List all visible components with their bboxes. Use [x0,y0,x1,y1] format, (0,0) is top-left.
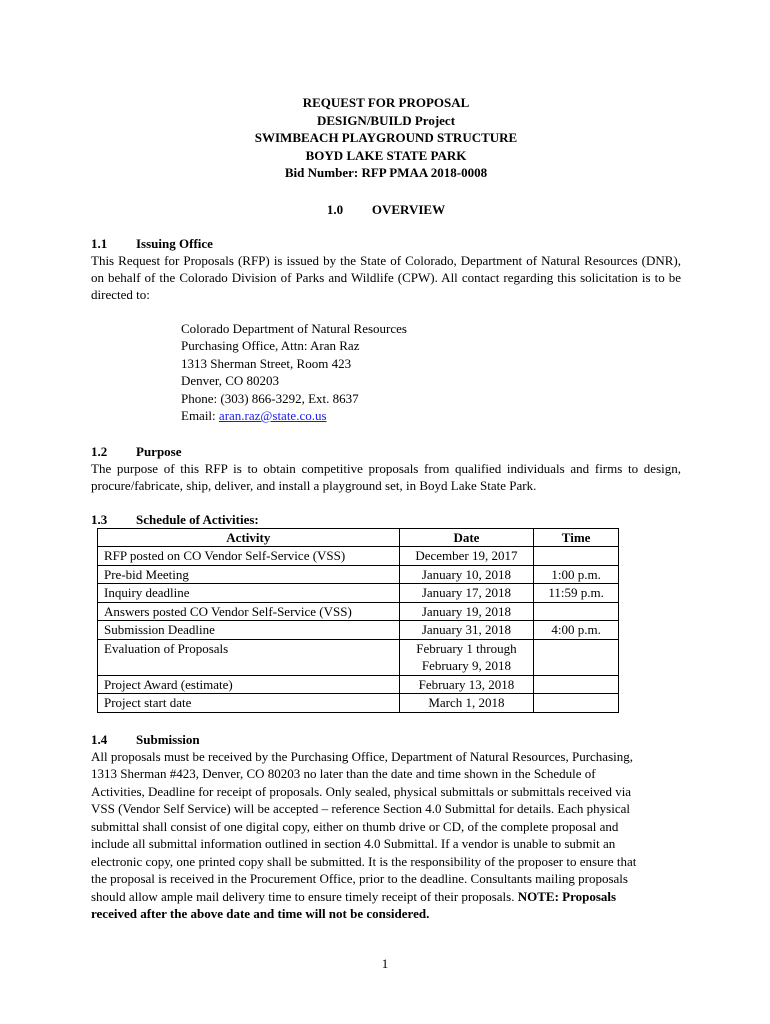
paragraph-line: All proposals must be received by the Purchasing Office, Department of Natural Resources, Purchasing, [91,748,634,764]
paragraph-line: submittal shall consist of one digital copy, either on thumb drive or CD, of the complete proposal and [91,818,619,834]
time-cell [534,602,619,621]
purpose-paragraph: The purpose of this RFP is to obtain competitive proposals from qualified individuals and firms to design, procure/fabricate, ship, deliver, and install a playground set, in Boyd Lake State Park. [91,460,681,493]
title-line-2: DESIGN/BUILD Project [316,112,456,128]
date-cell [399,547,534,566]
time-cell [534,694,619,713]
section-heading-schedule [91,511,681,528]
email-line [181,407,681,425]
overview-number: 1.0 [326,201,344,217]
date-text: January 10, 2018 [421,566,512,582]
section-title: Schedule of Activities: [136,511,259,527]
activity-cell: Inquiry deadline [98,584,400,603]
phone-line: Phone: (303) 866-3292, Ext. 8637 [181,390,359,406]
table-row [98,547,619,566]
section-number: 1.3 [91,511,108,527]
activity-cell: Pre-bid Meeting [98,565,400,584]
section-number: 1.4 [91,731,108,747]
address-line: 1313 Sherman Street, Room 423 [181,355,352,371]
time-cell [534,547,619,566]
page-number: 1 [381,956,389,971]
email-link[interactable]: aran.raz@state.co.us [218,408,327,423]
overview-heading [91,201,681,218]
date-cell [399,584,534,603]
section-heading-submission [91,731,681,748]
address-line: Purchasing Office, Attn: Aran Raz [181,338,360,353]
date-cell [399,602,534,621]
document-page [91,94,681,923]
note-label: NOTE: Proposals [517,888,617,904]
date-cell [399,694,534,713]
activity-cell: Answers posted CO Vendor Self-Service (VSS) [98,602,400,621]
table-row [98,675,619,694]
paragraph-line: Activities, Deadline for receipt of proposals. Only sealed, physical submittals or submittals received via [91,783,632,799]
column-header-activity: Activity [98,528,400,547]
table-row [98,694,619,713]
table-row [98,621,619,640]
section-heading-issuing-office [91,235,681,252]
time-cell: 11:59 p.m. [534,584,619,603]
paragraph-line: VSS (Vendor Self Service) will be accepted – reference Section 4.0 Submittal for details. Each physical [91,801,630,816]
section-title: Issuing Office [136,235,213,251]
table-header-row [98,528,619,547]
column-header-time: Time [534,528,619,547]
paragraph-line [91,888,681,906]
column-header-date: Date [399,528,534,547]
bid-number: Bid Number: RFP PMAA 2018-0008 [284,165,488,180]
paragraph-line: include all submittal information outlined in section 4.0 Submittal. If a vendor is unable to submit an [91,836,616,851]
paragraph-line: the proposal is received in the Procurement Office, prior to the deadline. Consultants mailing proposals [91,871,628,886]
date-text: February 13, 2018 [418,676,515,692]
date-text: February 1 through [416,640,517,656]
activity-cell: Project start date [98,694,400,713]
title-line-1: REQUEST FOR PROPOSAL [302,95,470,110]
submission-paragraph [91,748,681,923]
address-line: Colorado Department of Natural Resources [181,320,407,336]
section-title: Purpose [136,443,182,459]
contact-address [181,320,681,425]
time-cell: 1:00 p.m. [534,565,619,584]
table-row [98,565,619,584]
paragraph-line [91,905,681,923]
activity-cell: Project Award (estimate) [98,675,400,694]
time-cell [534,639,619,675]
date-cell [399,675,534,694]
date-text: March 1, 2018 [428,695,505,710]
time-cell [534,675,619,694]
schedule-table-body [98,547,619,713]
date-text: January 31, 2018 [421,622,512,637]
activity-cell: Evaluation of Proposals [98,639,400,675]
schedule-table [97,528,619,713]
paragraph-line: 1313 Sherman #423, Denver, CO 80203 no later than the date and time shown in the Schedule of [91,766,596,781]
title-line-3: SWIMBEACH PLAYGROUND STRUCTURE [254,130,518,145]
issuing-office-paragraph: This Request for Proposals (RFP) is issued by the State of Colorado, Department of Natural Resources (DNR), on behalf of the Colorado Division of Parks and Wildlife (CPW). All contact regarding this solicitation is to be directed to: [91,252,681,302]
section-number: 1.1 [91,235,108,251]
table-row [98,602,619,621]
table-row [98,639,619,675]
date-text-continued: February 9, 2018 [421,658,512,673]
title-line-4: BOYD LAKE STATE PARK [305,147,467,163]
time-cell: 4:00 p.m. [534,621,619,640]
email-label: Email: [181,408,219,423]
section-heading-purpose [91,443,681,460]
activity-cell: RFP posted on CO Vendor Self-Service (VSS) [98,547,400,566]
section-title: Submission [136,731,200,747]
overview-label: OVERVIEW [371,201,446,217]
table-row [98,584,619,603]
activity-cell: Submission Deadline [98,621,400,640]
address-line: Denver, CO 80203 [181,373,280,388]
date-text: January 17, 2018 [421,585,512,600]
date-text: December 19, 2017 [415,548,518,563]
paragraph-line: electronic copy, one printed copy shall be submitted. It is the responsibility of the proposer to ensure that [91,853,637,869]
note-text: received after the above date and time will not be considered. [91,906,430,921]
date-cell [399,565,534,584]
date-text: January 19, 2018 [421,603,512,619]
section-number: 1.2 [91,443,108,459]
date-cell [399,621,534,640]
title-block [91,94,681,182]
paragraph-text: should allow ample mail delivery time to ensure timely receipt of their proposals. [91,888,518,904]
date-cell [399,639,534,675]
